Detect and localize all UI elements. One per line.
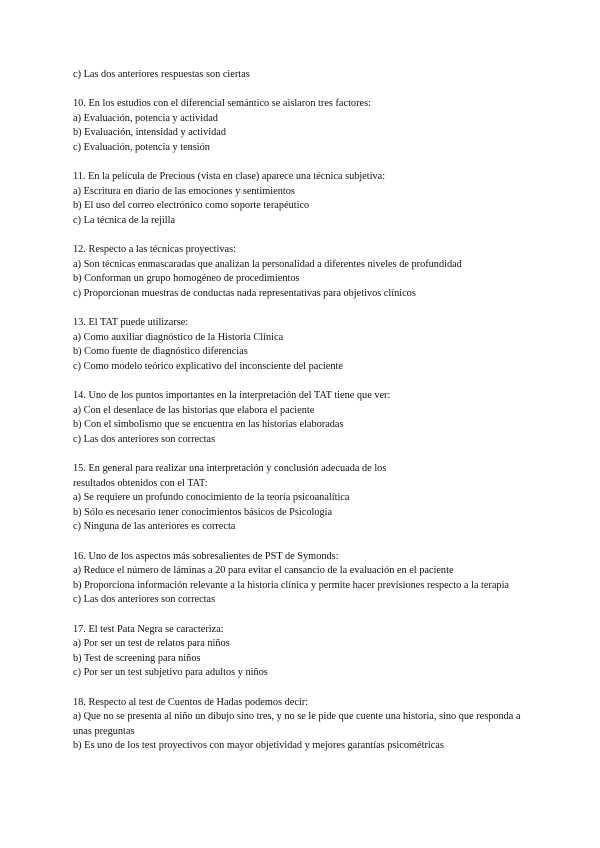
option-a: a) Con el desenlace de las historias que elabora el paciente xyxy=(73,404,315,416)
question-stem: 17. El test Pata Negra se caracteriza: xyxy=(73,623,224,635)
question-14 xyxy=(73,389,533,447)
option-b: b) Proporciona información relevante a la historia clínica y permite hacer previsiones respecto a la terapia xyxy=(73,579,509,591)
question-17 xyxy=(73,623,533,681)
option-c: c) Las dos anteriores son correctas xyxy=(73,594,216,606)
option-a: a) Evaluación, potencia y actividad xyxy=(73,112,218,124)
question-stem: 15. En general para realizar una interpretación y conclusión adecuada de los resultados obtenidos con el TAT: xyxy=(73,463,387,489)
option-a: a) Se requiere un profundo conocimiento de la teoría psicoanalítica xyxy=(73,492,350,504)
option-c: c) Como modelo teórico explicativo del inconsciente del paciente xyxy=(73,360,343,372)
question-16 xyxy=(73,550,533,608)
option-b: b) El uso del correo electrónico como soporte terapéutico xyxy=(73,200,310,212)
question-15 xyxy=(73,462,533,535)
question-stem: 13. El TAT puede utilizarse: xyxy=(73,317,189,329)
question-13 xyxy=(73,316,533,374)
option-b: b) Conforman un grupo homogéneo de procedimientos xyxy=(73,273,300,285)
question-18 xyxy=(73,696,533,754)
option-b: b) Es uno de los test proyectivos con mayor objetividad y mejores garantías psicométricas xyxy=(73,740,444,752)
option-b: b) Como fuente de diagnóstico diferencias xyxy=(73,346,248,358)
option-c: c) Ninguna de las anteriores es correcta xyxy=(73,521,236,533)
question-10 xyxy=(73,97,533,155)
option-b: b) Evaluación, intensidad y actividad xyxy=(73,127,226,139)
option-a: a) Reduce el número de láminas a 20 para evitar el cansancio de la evaluación en el paciente xyxy=(73,565,454,577)
question-stem: 11. En la película de Precious (vista en clase) aparece una técnica subjetiva: xyxy=(73,171,386,183)
option-a: a) Como auxiliar diagnóstico de la Historia Clínica xyxy=(73,331,284,343)
option-a: a) Son técnicas enmascaradas que analizan la personalidad a diferentes niveles de profundidad xyxy=(73,258,462,270)
option-b: b) Test de screening para niños xyxy=(73,652,201,664)
question-stem: 10. En los estudios con el diferencial semántico se aislaron tres factores: xyxy=(73,98,371,110)
lead-option: c) Las dos anteriores respuestas son ciertas xyxy=(73,69,250,80)
question-12 xyxy=(73,243,533,301)
question-stem: 16. Uno de los aspectos más sobresalientes de PST de Symonds: xyxy=(73,550,339,562)
question-11 xyxy=(73,170,533,228)
option-a: a) Que no se presenta al niño un dibujo sino tres, y no se le pide que cuente una historia, sino que responda a unas preguntas xyxy=(73,711,521,737)
question-stem: 12. Respecto a las técnicas proyectivas: xyxy=(73,244,236,256)
option-c: c) Evaluación, potencia y tensión xyxy=(73,141,210,153)
question-stem: 14. Uno de los puntos importantes en la interpretación del TAT tiene que ver: xyxy=(73,390,391,402)
option-b: b) Con el simbolismo que se encuentra en las historias elaboradas xyxy=(73,419,344,431)
option-c: c) La técnica de la rejilla xyxy=(73,214,176,226)
document-page xyxy=(73,68,533,754)
option-b: b) Sólo es necesario tener conocimientos básicos de Psicología xyxy=(73,506,333,518)
option-a: a) Por ser un test de relatos para niños xyxy=(73,638,230,650)
option-c: c) Proporcionan muestras de conductas nada representativas para objetivos clínicos xyxy=(73,287,416,299)
option-a: a) Escritura en diario de las emociones y sentimientos xyxy=(73,185,295,197)
option-c: c) Por ser un test subjetivo para adultos y niños xyxy=(73,667,268,679)
question-stem: 18. Respecto al test de Cuentos de Hadas podemos decir: xyxy=(73,696,309,708)
option-c: c) Las dos anteriores son correctas xyxy=(73,433,216,445)
